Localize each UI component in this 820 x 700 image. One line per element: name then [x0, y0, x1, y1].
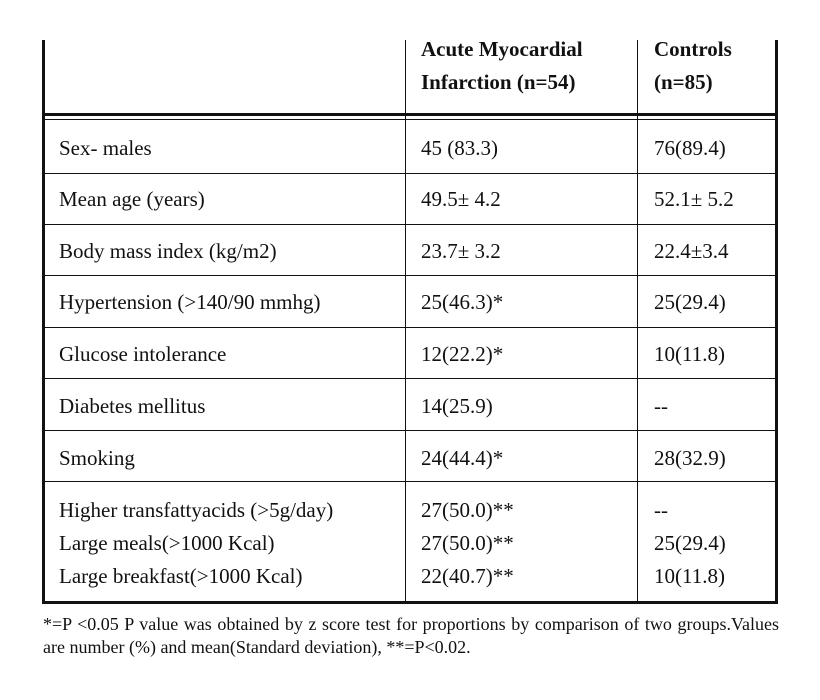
column-divider-1 [405, 40, 406, 602]
column-header-group2-line2: (n=85) [654, 70, 713, 94]
row-value-group2: -- [654, 498, 668, 522]
column-header-group1-line2: Infarction (n=54) [421, 70, 576, 94]
row-value-group2: 76(89.4) [654, 136, 726, 160]
row-label: Diabetes mellitus [59, 394, 206, 418]
row-value-group1: 27(50.0)** [421, 498, 514, 522]
row-label: Smoking [59, 446, 135, 470]
row-value-group2: 10(11.8) [654, 564, 725, 588]
row-values-group1-multiline [421, 494, 514, 593]
row-value-group1: 27(50.0)** [421, 531, 514, 555]
row-label: Sex- males [59, 136, 152, 160]
row-label: Body mass index (kg/m2) [59, 239, 277, 263]
row-divider [45, 430, 775, 431]
row-label: Large breakfast(>1000 Kcal) [59, 564, 303, 588]
header-rule [45, 113, 775, 116]
row-value-group2: -- [654, 394, 668, 418]
row-value-group1: 25(46.3)* [421, 290, 504, 314]
column-header-group2 [654, 33, 732, 99]
row-value-group2: 25(29.4) [654, 531, 726, 555]
row-value-group2: 28(32.9) [654, 446, 726, 470]
row-divider [45, 173, 775, 174]
row-value-group1: 49.5± 4.2 [421, 187, 501, 211]
row-label: Glucose intolerance [59, 342, 227, 366]
header-rule-inner [45, 119, 775, 120]
row-value-group1: 24(44.4)* [421, 446, 504, 470]
column-header-group2-line1: Controls [654, 37, 732, 61]
row-value-group2: 10(11.8) [654, 342, 725, 366]
row-divider [45, 481, 775, 482]
row-value-group1: 45 (83.3) [421, 136, 498, 160]
row-label: Mean age (years) [59, 187, 205, 211]
row-divider [45, 378, 775, 379]
row-value-group1: 14(25.9) [421, 394, 493, 418]
row-divider [45, 327, 775, 328]
row-label: Higher transfattyacids (>5g/day) [59, 498, 334, 522]
row-divider [45, 224, 775, 225]
row-label: Hypertension (>140/90 mmhg) [59, 290, 321, 314]
row-value-group1: 23.7± 3.2 [421, 239, 501, 263]
table-footnote: *=P <0.05 P value was obtained by z score test for proportions by comparison of two groups.Values are number (%) and mean(Standard deviation), **=P<0.02. [43, 614, 779, 657]
row-values-group2-multiline [654, 494, 726, 593]
column-divider-2 [637, 40, 638, 602]
column-header-group1-line1: Acute Myocardial [421, 37, 583, 61]
row-value-group2: 52.1± 5.2 [654, 187, 734, 211]
row-value-group1: 12(22.2)* [421, 342, 504, 366]
column-header-group1 [421, 33, 583, 99]
row-label: Large meals(>1000 Kcal) [59, 531, 275, 555]
row-value-group1: 22(40.7)** [421, 564, 514, 588]
row-value-group2: 25(29.4) [654, 290, 726, 314]
row-labels-multiline [59, 494, 333, 593]
row-value-group2: 22.4±3.4 [654, 239, 729, 263]
row-divider [45, 275, 775, 276]
